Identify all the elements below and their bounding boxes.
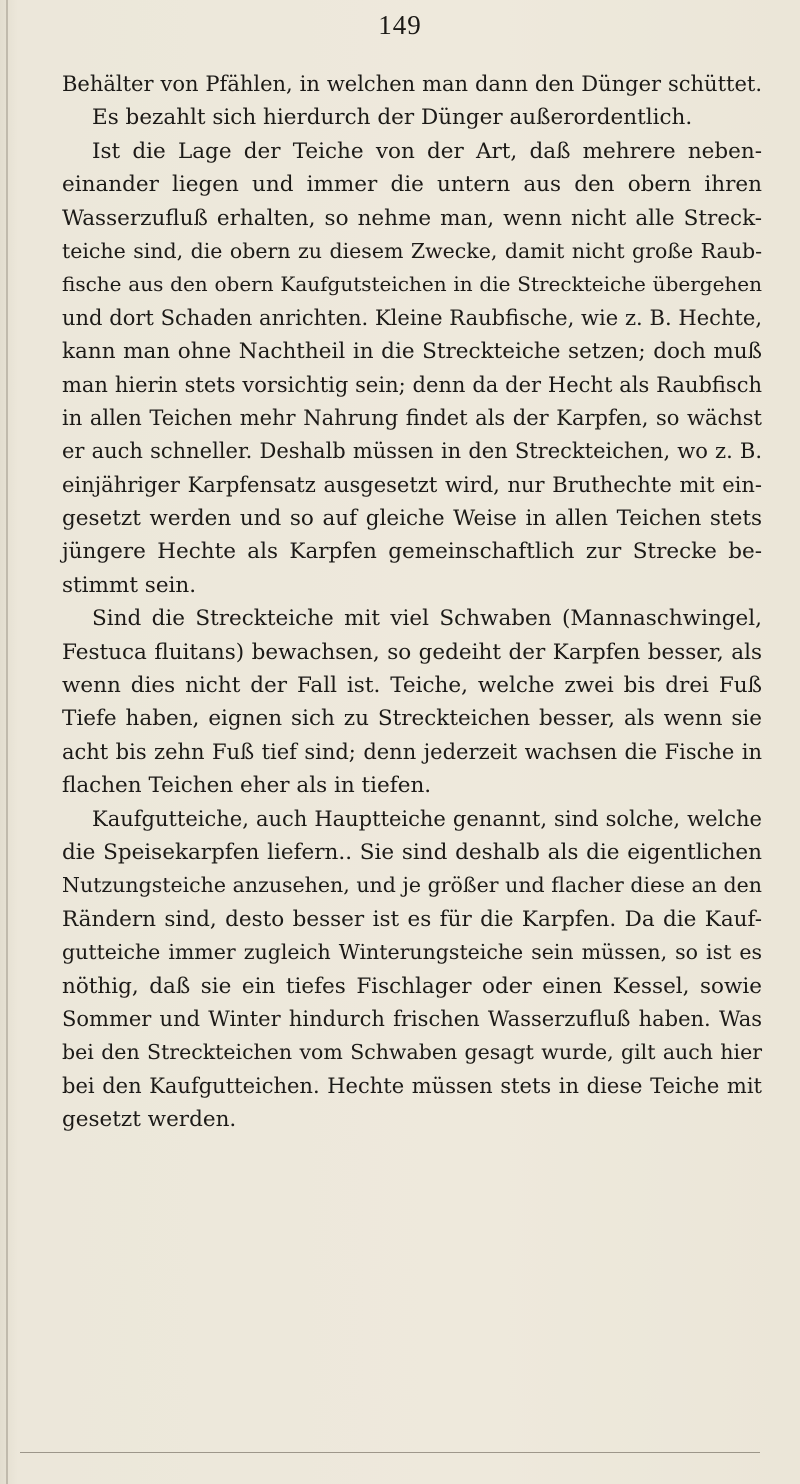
text-line: flachen Teichen eher als in tiefen. xyxy=(62,773,432,799)
text-line: die Speisekarpfen liefern.. Sie sind deshalb als die eigentlichen xyxy=(62,839,762,865)
text-line: acht bis zehn Fuß tief sind; denn jederzeit wachsen die Fische in xyxy=(62,739,762,764)
text-line: und dort Schaden anrichten. Kleine Raubfische, wie z. B. Hechte, xyxy=(62,305,762,330)
text-line: wenn dies nicht der Fall ist. Teiche, welche zwei bis drei Fuß xyxy=(62,673,762,699)
text-line: nöthig, daß sie ein tiefes Fischlager oder einen Kessel, sowie xyxy=(62,973,762,999)
body-text xyxy=(62,68,762,1137)
text-line: teiche sind, die obern zu diesem Zwecke, damit nicht große Raub- xyxy=(62,238,762,263)
text-line: Sind die Streckteiche mit viel Schwaben (Mannaschwingel, xyxy=(92,606,762,632)
bottom-edge xyxy=(20,1452,760,1453)
text-line: Nutzungsteiche anzusehen, und je größer und flacher diese an den xyxy=(62,873,762,898)
text-line: er auch schneller. Deshalb müssen in den Streckteichen, wo z. B. xyxy=(62,439,762,464)
text-line: bei den Kaufgutteichen. Hechte müssen stets in diese Teiche mit xyxy=(62,1073,762,1098)
text-line: Behälter von Pfählen, in welchen man dann den Dünger schüttet. xyxy=(62,72,762,96)
binding-edge xyxy=(6,0,8,1484)
text-line: in allen Teichen mehr Nahrung findet als der Karpfen, so wächst xyxy=(62,405,762,430)
text-line: Sommer und Winter hindurch frischen Wasserzufluß haben. Was xyxy=(62,1006,762,1031)
text-line: gesetzt werden. xyxy=(62,1107,237,1133)
text-line: Ist die Lage der Teiche von der Art, daß mehrere neben- xyxy=(92,138,762,164)
text-line: man hierin stets vorsichtig sein; denn da der Hecht als Raubfisch xyxy=(62,372,762,397)
text-line: gesetzt werden und so auf gleiche Weise in allen Teichen stets xyxy=(62,506,762,532)
text-line: jüngere Hechte als Karpfen gemeinschaftlich zur Strecke be- xyxy=(62,539,762,565)
text-line: Kaufgutteiche, auch Hauptteiche genannt, sind solche, welche xyxy=(92,806,762,831)
text-line: einjähriger Karpfensatz ausgesetzt wird, nur Bruthechte mit ein- xyxy=(62,472,762,497)
text-line: Festuca fluitans) bewachsen, so gedeiht der Karpfen besser, als xyxy=(62,639,762,665)
text-line: fische aus den obern Kaufgutsteichen in die Streckteiche übergehen xyxy=(62,272,762,297)
text-line: bei den Streckteichen vom Schwaben gesagt wurde, gilt auch hier xyxy=(62,1040,762,1065)
text-line: Es bezahlt sich hierdurch der Dünger außerordentlich. xyxy=(92,105,693,131)
page-number: 149 xyxy=(378,10,422,40)
text-line: einander liegen und immer die untern aus den obern ihren xyxy=(62,172,762,198)
text-line: kann man ohne Nachtheil in die Streckteiche setzen; doch muß xyxy=(62,339,762,365)
text-line: Tiefe haben, eignen sich zu Streckteichen besser, als wenn sie xyxy=(62,706,762,732)
text-line: Rändern sind, desto besser ist es für die Karpfen. Da die Kauf- xyxy=(62,906,762,932)
text-line: gutteiche immer zugleich Winterungsteiche sein müssen, so ist es xyxy=(62,940,762,965)
text-line: stimmt sein. xyxy=(62,572,197,598)
text-line: Wasserzufluß erhalten, so nehme man, wenn nicht alle Streck- xyxy=(62,205,762,231)
